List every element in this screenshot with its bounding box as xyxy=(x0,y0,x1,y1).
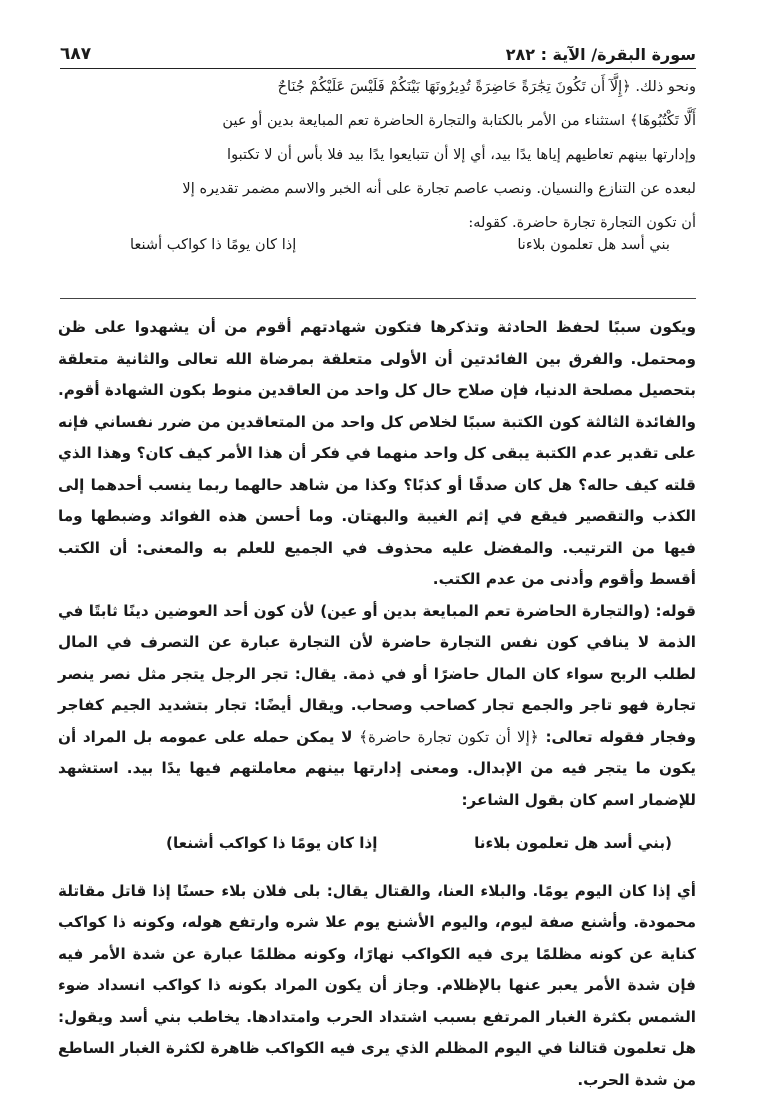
verse-hemistich-first: بني أسد هل تعلمون بلاءنا xyxy=(517,236,670,253)
tafsir-line: وإدارتها بينهم تعاطيهم إياها يدًا بيد، أي إلا أن تتبايعوا يدًا بيد فلا بأس أن لا تكتبوا xyxy=(60,138,696,172)
poetry-verse xyxy=(58,816,696,876)
tafsir-line: لبعده عن التنازع والنسيان. ونصب عاصم تجارة على أنه الخبر والاسم مضمر تقديره إلا xyxy=(60,172,696,206)
keyword-qawluhu: قوله: xyxy=(656,602,696,620)
commentary-paragraph xyxy=(58,596,696,817)
commentary-paragraph: ويكون سببًا لحفظ الحادثة وتذكرها فتكون شهادتهم أقوم من أن يشهدوا على ظن ومحتمل. والفرق بين الفائدتين أن الأولى متعلقة بمرضاة الله تعالى والثانية متعلقة بتحصيل مصلحة الدنيا، فإن صلاح حال كل واحد من العاقدين منوط بكون الشهادة أقوم. والفائدة الثالثة كون الكتبة سببًا لخلاص كل واحد من المتعاقدين من ضرر نفساني فإنه على تقدير عدم الكتبة يبقى كل واحد منهما في فكر أن هذا الأمر كيف كان؟ وهذا الذي قلته كيف حاله؟ هل كان صدقًا أو كذبًا؟ وكذا من شاهد حالهما ربما ينسب أحدهما إلى الكذب والتقصير فيقع في إثم الغيبة والبهتان. وما أحسن هذه الفوائد وضبطها وما فيها من الترتيب. والمفضل عليه محذوف في الجميع للعلم به والمعنى: أن الكتب أقسط وأقوم وأدنى من عدم الكتب. xyxy=(58,312,696,596)
verse-hemistich-second: إذا كان يومًا ذا كواكب أشنعا xyxy=(130,236,296,253)
tafsir-text xyxy=(60,70,696,240)
section-divider xyxy=(60,298,696,299)
commentary-text-span: (والتجارة الحاضرة تعم المبايعة بدين أو عين) لأن كون أحد العوضين دينًا ثابتًا في الذمة لا ينافي كون نفس التجارة حاضرة لأن التجارة عبارة عن التصرف في المال لطلب الربح سواء كان المال حاضرًا أو في ذمة. يقال: تجر الرجل يتجر مثل نصر ينصر تجارة فهو تاجر والجمع تجار كصاحب وصحاب. ويقال أيضًا: تجار بتشديد الجيم كفاجر وفجار فقوله تعالى: xyxy=(58,602,696,746)
tafsir-line: أَلَّا تَكْتُبُوهَا﴾ استثناء من الأمر بالكتابة والتجارة الحاضرة تعم المبايعة بدين أو عين xyxy=(60,104,696,138)
page-header xyxy=(60,38,696,69)
verse-hemistich-first: (بني أسد هل تعلمون بلاءنا xyxy=(474,828,672,860)
commentary-text-span: لا يمكن حمله على عمومه بل المراد أن يكون ما يتجر فيه من الإبدال. ومعنى إدارتها بينهم معاملتهم فيها يدًا بيد. استشهد للإضمار اسم كان بقول الشاعر: xyxy=(58,728,696,809)
commentary-text xyxy=(58,312,696,1096)
tafsir-line: ونحو ذلك. ﴿إِلَّآ أَن تَكُونَ تِجَٰرَةً حَاضِرَةً تُدِيرُونَهَا بَيْنَكُمْ فَلَيْسَ عَلَيْكُمْ جُنَاحٌ xyxy=(60,70,696,104)
poetry-verse xyxy=(60,236,696,253)
quran-quote: ﴿إلا أن تكون تجارة حاضرة﴾ xyxy=(359,728,539,746)
commentary-paragraph: أي إذا كان اليوم يومًا. والبلاء العنا، والقتال يقال: بلى فلان بلاء حسنًا إذا قاتل مقاتلة محمودة. وأشنع صفة ليوم، واليوم الأشنع يوم علا شره وارتفع هوله، وكونه ذا كواكب كناية عن كونه مظلمًا يرى فيه الكواكب نهارًا، وكونه مظلمًا عبارة عن شدة الأمر فيه فإن شدة الأمر يعبر عنها بالإظلام. وجاز أن يكون المراد بكونه ذا كواكب انسداد ضوء الشمس بكثرة الغبار المرتفع بسبب اشتداد الحرب وامتدادها. يخاطب بني أسد ويقول: هل تعلمون قتالنا في اليوم المظلم الذي يرى فيه الكواكب ظاهرة لكثرة الغبار الساطع من شدة الحرب. xyxy=(58,876,696,1096)
verse-hemistich-second: إذا كان يومًا ذا كواكب أشنعا) xyxy=(166,828,378,860)
tafsir-line: أن تكون التجارة تجارة حاضرة. كقوله: xyxy=(60,206,696,240)
running-title: سورة البقرة/ الآية : ٢٨٢ xyxy=(506,45,696,64)
page-number: ٦٨٧ xyxy=(60,44,91,64)
